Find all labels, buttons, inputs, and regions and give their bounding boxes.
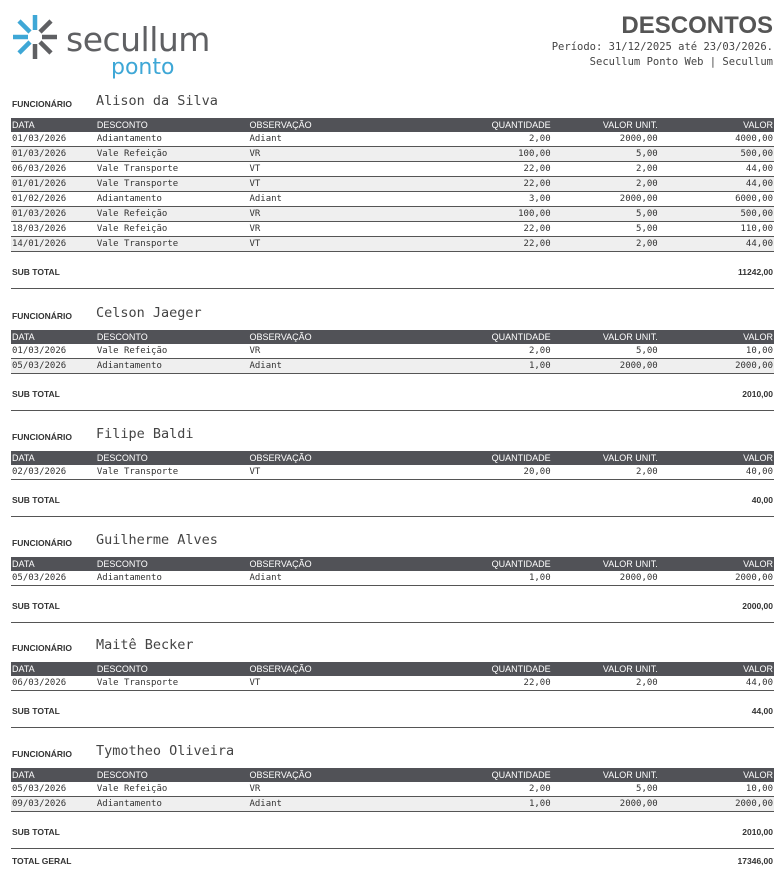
table-cell: 44,00	[659, 676, 774, 691]
table-cell: VT	[248, 162, 440, 177]
employee-section	[11, 425, 774, 517]
table-cell: Vale Refeição	[96, 147, 249, 162]
table-cell: 500,00	[659, 207, 774, 222]
discounts-table	[11, 330, 774, 374]
table-cell: 1,00	[440, 797, 551, 812]
subtotal-label: SUB TOTAL	[12, 827, 60, 837]
table-cell: 44,00	[659, 177, 774, 192]
table-cell: Adiant	[248, 359, 440, 374]
discounts-table	[11, 662, 774, 691]
table-row	[11, 147, 774, 162]
table-cell: 05/03/2026	[11, 571, 96, 586]
table-cell: 2,00	[552, 676, 659, 691]
column-header: VALOR UNIT.	[552, 662, 659, 676]
table-cell: 02/03/2026	[11, 465, 96, 480]
column-header: OBSERVAÇÃO	[248, 330, 440, 344]
subtotal-value: 44,00	[751, 706, 773, 716]
employee-name: Maitê Becker	[96, 637, 194, 653]
table-cell: 2,00	[552, 237, 659, 252]
table-cell: 01/03/2026	[11, 147, 96, 162]
table-cell: 6000,00	[659, 192, 774, 207]
table-cell: 06/03/2026	[11, 162, 96, 177]
column-header: DESCONTO	[96, 768, 249, 782]
table-cell: 01/01/2026	[11, 177, 96, 192]
employee-label: FUNCIONÁRIO	[12, 99, 72, 109]
table-cell: 01/03/2026	[11, 344, 96, 359]
table-cell: 5,00	[552, 344, 659, 359]
table-cell: VT	[248, 237, 440, 252]
table-cell: VR	[248, 147, 440, 162]
subtotal-row	[11, 374, 774, 411]
table-cell: 06/03/2026	[11, 676, 96, 691]
column-header: OBSERVAÇÃO	[248, 118, 440, 132]
table-cell: 1,00	[440, 571, 551, 586]
discounts-table	[11, 557, 774, 586]
employee-section	[11, 636, 774, 728]
table-cell: 2000,00	[659, 359, 774, 374]
column-header: DATA	[11, 118, 96, 132]
table-cell: VT	[248, 177, 440, 192]
table-cell: 5,00	[552, 222, 659, 237]
column-header: VALOR UNIT.	[552, 768, 659, 782]
employee-name: Tymotheo Oliveira	[96, 743, 235, 759]
discounts-table	[11, 118, 774, 252]
column-header: VALOR UNIT.	[552, 330, 659, 344]
column-header: DESCONTO	[96, 118, 249, 132]
column-header: VALOR	[659, 768, 774, 782]
employee-section	[11, 742, 774, 849]
table-row	[11, 207, 774, 222]
report-title: DESCONTOS	[621, 12, 773, 39]
table-cell: Adiantamento	[96, 192, 249, 207]
subtotal-row	[11, 691, 774, 728]
column-header: DATA	[11, 662, 96, 676]
subtotal-row	[11, 586, 774, 623]
employee-header	[11, 304, 774, 328]
grand-total-value: 17346,00	[737, 856, 773, 866]
table-cell: 22,00	[440, 676, 551, 691]
table-cell: 2,00	[440, 344, 551, 359]
table-cell: VR	[248, 344, 440, 359]
table-cell: 2000,00	[659, 797, 774, 812]
table-cell: Adiantamento	[96, 132, 249, 147]
table-cell: 2000,00	[552, 192, 659, 207]
column-header: OBSERVAÇÃO	[248, 451, 440, 465]
table-row	[11, 177, 774, 192]
column-header: QUANTIDADE	[440, 451, 551, 465]
table-cell: Adiantamento	[96, 359, 249, 374]
table-cell: Vale Refeição	[96, 344, 249, 359]
table-cell: 5,00	[552, 207, 659, 222]
column-header: OBSERVAÇÃO	[248, 662, 440, 676]
subtotal-label: SUB TOTAL	[12, 389, 60, 399]
column-header: VALOR	[659, 451, 774, 465]
employee-label: FUNCIONÁRIO	[12, 643, 72, 653]
column-header: DESCONTO	[96, 662, 249, 676]
employee-section	[11, 531, 774, 623]
table-cell: 09/03/2026	[11, 797, 96, 812]
table-cell: 22,00	[440, 237, 551, 252]
column-header: QUANTIDADE	[440, 330, 551, 344]
table-cell: 44,00	[659, 162, 774, 177]
table-header-row	[11, 451, 774, 465]
column-header: QUANTIDADE	[440, 768, 551, 782]
table-row	[11, 465, 774, 480]
table-cell: 22,00	[440, 222, 551, 237]
column-header: DESCONTO	[96, 451, 249, 465]
subtotal-value: 2000,00	[742, 601, 773, 611]
employee-name: Alison da Silva	[96, 93, 218, 109]
table-cell: 22,00	[440, 162, 551, 177]
table-row	[11, 344, 774, 359]
table-cell: 4000,00	[659, 132, 774, 147]
table-cell: Vale Refeição	[96, 222, 249, 237]
table-cell: Adiant	[248, 797, 440, 812]
secullum-logo	[10, 12, 230, 80]
table-cell: VT	[248, 676, 440, 691]
employee-section	[11, 304, 774, 411]
column-header: OBSERVAÇÃO	[248, 768, 440, 782]
table-cell: Vale Transporte	[96, 237, 249, 252]
table-cell: 2000,00	[659, 571, 774, 586]
table-cell: Adiantamento	[96, 571, 249, 586]
table-cell: 44,00	[659, 237, 774, 252]
table-row	[11, 132, 774, 147]
column-header: VALOR	[659, 330, 774, 344]
table-cell: 10,00	[659, 782, 774, 797]
table-cell: 40,00	[659, 465, 774, 480]
table-cell: Vale Transporte	[96, 177, 249, 192]
employee-name: Guilherme Alves	[96, 532, 218, 548]
column-header: DESCONTO	[96, 330, 249, 344]
employee-label: FUNCIONÁRIO	[12, 432, 72, 442]
logo-wordmark: secullum	[66, 20, 210, 59]
table-cell: 01/02/2026	[11, 192, 96, 207]
table-header-row	[11, 557, 774, 571]
table-cell: Vale Transporte	[96, 465, 249, 480]
column-header: DATA	[11, 451, 96, 465]
table-header-row	[11, 118, 774, 132]
subtotal-row	[11, 252, 774, 289]
table-cell: Adiant	[248, 192, 440, 207]
table-header-row	[11, 768, 774, 782]
table-cell: 500,00	[659, 147, 774, 162]
subtotal-label: SUB TOTAL	[12, 495, 60, 505]
table-cell: 5,00	[552, 147, 659, 162]
employee-header	[11, 425, 774, 449]
subtotal-value: 11242,00	[738, 267, 773, 277]
table-row	[11, 782, 774, 797]
table-cell: 2000,00	[552, 797, 659, 812]
table-cell: VR	[248, 222, 440, 237]
table-cell: 1,00	[440, 359, 551, 374]
column-header: VALOR UNIT.	[552, 451, 659, 465]
table-cell: 100,00	[440, 207, 551, 222]
table-cell: 10,00	[659, 344, 774, 359]
table-cell: VT	[248, 465, 440, 480]
column-header: DATA	[11, 330, 96, 344]
subtotal-row	[11, 480, 774, 517]
table-cell: 18/03/2026	[11, 222, 96, 237]
table-cell: Vale Transporte	[96, 162, 249, 177]
table-cell: 2000,00	[552, 132, 659, 147]
table-cell: Adiant	[248, 132, 440, 147]
table-cell: 2,00	[552, 177, 659, 192]
column-header: QUANTIDADE	[440, 557, 551, 571]
starburst-icon	[10, 12, 60, 62]
table-cell: 100,00	[440, 147, 551, 162]
table-cell: Adiant	[248, 571, 440, 586]
column-header: DATA	[11, 557, 96, 571]
table-cell: 2,00	[440, 782, 551, 797]
table-row	[11, 676, 774, 691]
employee-header	[11, 742, 774, 766]
employee-header	[11, 636, 774, 660]
table-row	[11, 222, 774, 237]
table-cell: 110,00	[659, 222, 774, 237]
table-cell: 14/01/2026	[11, 237, 96, 252]
table-cell: 2000,00	[552, 359, 659, 374]
table-row	[11, 237, 774, 252]
column-header: QUANTIDADE	[440, 118, 551, 132]
table-cell: Vale Transporte	[96, 676, 249, 691]
report-period: Período: 31/12/2025 até 23/03/2026.	[551, 41, 773, 53]
table-row	[11, 571, 774, 586]
subtotal-row	[11, 812, 774, 849]
report-source: Secullum Ponto Web | Secullum	[589, 56, 773, 68]
table-header-row	[11, 330, 774, 344]
column-header: DATA	[11, 768, 96, 782]
table-cell: 2000,00	[552, 571, 659, 586]
table-cell: 2,00	[552, 465, 659, 480]
grand-total-row	[11, 852, 774, 870]
table-cell: 20,00	[440, 465, 551, 480]
employee-name: Filipe Baldi	[96, 426, 194, 442]
column-header: DESCONTO	[96, 557, 249, 571]
table-cell: 22,00	[440, 177, 551, 192]
subtotal-label: SUB TOTAL	[12, 706, 60, 716]
column-header: VALOR UNIT.	[552, 557, 659, 571]
table-cell: 05/03/2026	[11, 359, 96, 374]
table-cell: 2,00	[440, 132, 551, 147]
column-header: VALOR	[659, 662, 774, 676]
table-row	[11, 192, 774, 207]
table-cell: 3,00	[440, 192, 551, 207]
discounts-table	[11, 451, 774, 480]
table-row	[11, 797, 774, 812]
employee-header	[11, 531, 774, 555]
subtotal-value: 40,00	[751, 495, 773, 505]
subtotal-value: 2010,00	[742, 389, 773, 399]
employee-section	[11, 92, 774, 289]
subtotal-label: SUB TOTAL	[12, 601, 60, 611]
table-cell: 01/03/2026	[11, 207, 96, 222]
employee-label: FUNCIONÁRIO	[12, 749, 72, 759]
column-header: OBSERVAÇÃO	[248, 557, 440, 571]
employee-name: Celson Jaeger	[96, 305, 202, 321]
employee-label: FUNCIONÁRIO	[12, 311, 72, 321]
table-cell: Adiantamento	[96, 797, 249, 812]
table-cell: 2,00	[552, 162, 659, 177]
table-row	[11, 359, 774, 374]
table-cell: 05/03/2026	[11, 782, 96, 797]
table-cell: VR	[248, 782, 440, 797]
column-header: VALOR	[659, 557, 774, 571]
table-header-row	[11, 662, 774, 676]
subtotal-value: 2010,00	[742, 827, 773, 837]
table-cell: 01/03/2026	[11, 132, 96, 147]
table-cell: Vale Refeição	[96, 782, 249, 797]
logo-subtitle: ponto	[111, 55, 175, 80]
table-cell: 5,00	[552, 782, 659, 797]
subtotal-label: SUB TOTAL	[12, 267, 60, 277]
discounts-table	[11, 768, 774, 812]
employee-header	[11, 92, 774, 116]
column-header: VALOR UNIT.	[552, 118, 659, 132]
column-header: VALOR	[659, 118, 774, 132]
grand-total-label: TOTAL GERAL	[12, 856, 72, 866]
table-row	[11, 162, 774, 177]
table-cell: Vale Refeição	[96, 207, 249, 222]
table-cell: VR	[248, 207, 440, 222]
employee-label: FUNCIONÁRIO	[12, 538, 72, 548]
column-header: QUANTIDADE	[440, 662, 551, 676]
